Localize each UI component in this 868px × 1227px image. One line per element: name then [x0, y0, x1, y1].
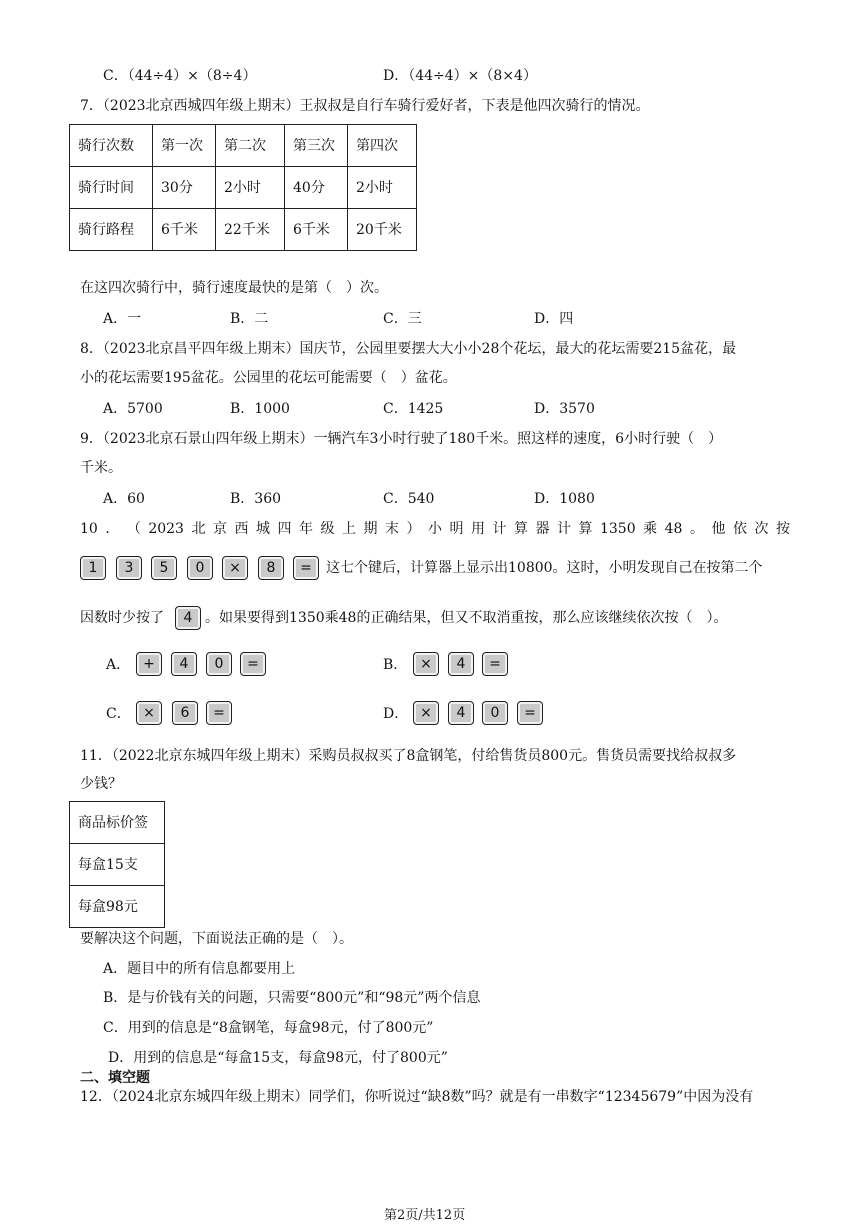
calc-key-0: 0 [482, 701, 508, 725]
q10-option-a-label: A． [106, 657, 131, 673]
q7-option-c: C．三 [383, 311, 422, 327]
q9-option-a: A．60 [103, 491, 145, 507]
table-cell: 每盒98元 [70, 886, 165, 928]
q12-stem-line1: 12．（2024北京东城四年级上期末）同学们，你听说过“缺8数”吗？就是有一串数字“12345679”中因为没有 [80, 1089, 754, 1105]
table-cell: 每盒15支 [70, 844, 165, 886]
table-cell: 商品标价签 [70, 802, 165, 844]
section-heading-fill-in: 二、填空题 [80, 1070, 150, 1086]
calc-key-multiply: × [136, 701, 162, 725]
q11-stem-line2: 少钱？ [80, 776, 122, 792]
q9-option-d: D．1080 [534, 491, 595, 507]
q11-option-d: D．用到的信息是“每盒15支，每盒98元，付了800元” [108, 1050, 448, 1066]
calc-key-4: 4 [448, 652, 474, 676]
calc-key-3: 3 [116, 556, 142, 580]
table-cell: 30分 [153, 167, 216, 209]
q7-option-b: B．二 [230, 311, 269, 327]
q7-question: 在这四次骑行中，骑行速度最快的是第（ ）次。 [80, 280, 388, 296]
calc-key-multiply: × [413, 652, 439, 676]
table-cell: 骑行路程 [70, 209, 153, 251]
calc-key-5: 5 [151, 556, 177, 580]
q8-option-a: A．5700 [103, 401, 163, 417]
q7-ride-table [69, 124, 417, 251]
q11-option-c: C．用到的信息是“8盒钢笔，每盒98元，付了800元” [103, 1020, 434, 1036]
q10-option-b-label: B． [383, 657, 408, 673]
q11-stem-line1: 11．（2022北京东城四年级上期末）采购员叔叔买了8盒钢笔，付给售货员800元。售货员需要找给叔叔多 [80, 748, 737, 764]
q8-option-d: D．3570 [534, 401, 595, 417]
q6-option-c: C．（44÷4）×（8÷4） [103, 68, 257, 84]
table-cell: 2小时 [348, 167, 417, 209]
q11-option-b: B．是与价钱有关的问题，只需要“800元”和“98元”两个信息 [103, 990, 481, 1006]
table-cell: 22千米 [216, 209, 285, 251]
q10-stem-line3-post: 。如果要得到1350乘48的正确结果，但又不取消重按，那么应该继续依次按（ ）。 [205, 610, 728, 626]
calc-key-equals: = [293, 556, 319, 580]
q11-option-a: A．题目中的所有信息都要用上 [103, 961, 296, 977]
q8-stem-line1: 8．（2023北京昌平四年级上期末）国庆节，公园里要摆大大小小28个花坛，最大的花坛需要215盆花，最 [80, 341, 737, 357]
table-cell: 2小时 [216, 167, 285, 209]
calc-key-0: 0 [206, 652, 232, 676]
table-cell: 20千米 [348, 209, 417, 251]
q10-stem-line3-pre: 因数时少按了 [80, 610, 164, 626]
q7-option-a: A．一 [103, 311, 142, 327]
calc-key-equals: = [482, 652, 508, 676]
table-cell: 骑行次数 [70, 125, 153, 167]
q9-stem-line1: 9．（2023北京石景山四年级上期末）一辆汽车3小时行驶了180千米。照这样的速度，6小时行驶（ ） [80, 431, 723, 447]
table-cell: 第四次 [348, 125, 417, 167]
q7-stem: 7．（2023北京西城四年级上期末）王叔叔是自行车骑行爱好者，下表是他四次骑行的情况。 [80, 98, 650, 114]
calc-key-8: 8 [258, 556, 284, 580]
page-number: 第2页/共12页 [384, 1208, 466, 1223]
calc-key-0: 0 [187, 556, 213, 580]
calc-key-equals: = [240, 652, 266, 676]
q6-option-d: D．（44÷4）×（8×4） [383, 68, 537, 84]
q9-stem-line2: 千米。 [80, 460, 122, 476]
calc-key-6: 6 [172, 701, 198, 725]
calc-key-multiply: × [413, 701, 439, 725]
q11-question: 要解决这个问题，下面说法正确的是（ ）。 [80, 931, 353, 947]
calc-key-equals: = [517, 701, 543, 725]
table-cell: 第一次 [153, 125, 216, 167]
q11-price-tag-table [69, 801, 165, 928]
q8-stem-line2: 小的花坛需要195盆花。公园里的花坛可能需要（ ）盆花。 [80, 370, 457, 386]
table-cell: 第二次 [216, 125, 285, 167]
calc-key-missed-4: 4 [175, 606, 201, 630]
table-cell: 6千米 [285, 209, 348, 251]
calc-key-4: 4 [448, 701, 474, 725]
table-cell: 40分 [285, 167, 348, 209]
calc-key-1: 1 [80, 556, 106, 580]
calc-key-equals: = [206, 701, 232, 725]
q10-option-c-label: C． [106, 706, 131, 722]
q9-option-c: C．540 [383, 491, 435, 507]
q10-stem-line1: 10 ． （ 2023 北 京 西 城 四 年 级 上 期 末 ） 小 明 用 计 算 器 计 算 1350 乘 48 。 他 依 次 按 [80, 521, 790, 537]
q10-stem-line2: 这七个键后，计算器上显示出10800。这时，小明发现自己在按第二个 [326, 560, 763, 576]
table-cell: 骑行时间 [70, 167, 153, 209]
table-cell: 6千米 [153, 209, 216, 251]
q8-option-b: B．1000 [230, 401, 290, 417]
q10-option-d-label: D． [383, 706, 409, 722]
calc-key-4: 4 [171, 652, 197, 676]
q9-option-b: B．360 [230, 491, 282, 507]
q8-option-c: C．1425 [383, 401, 444, 417]
q7-option-d: D．四 [534, 311, 574, 327]
table-cell: 第三次 [285, 125, 348, 167]
calc-key-multiply: × [222, 556, 248, 580]
calc-key-plus: + [136, 652, 162, 676]
